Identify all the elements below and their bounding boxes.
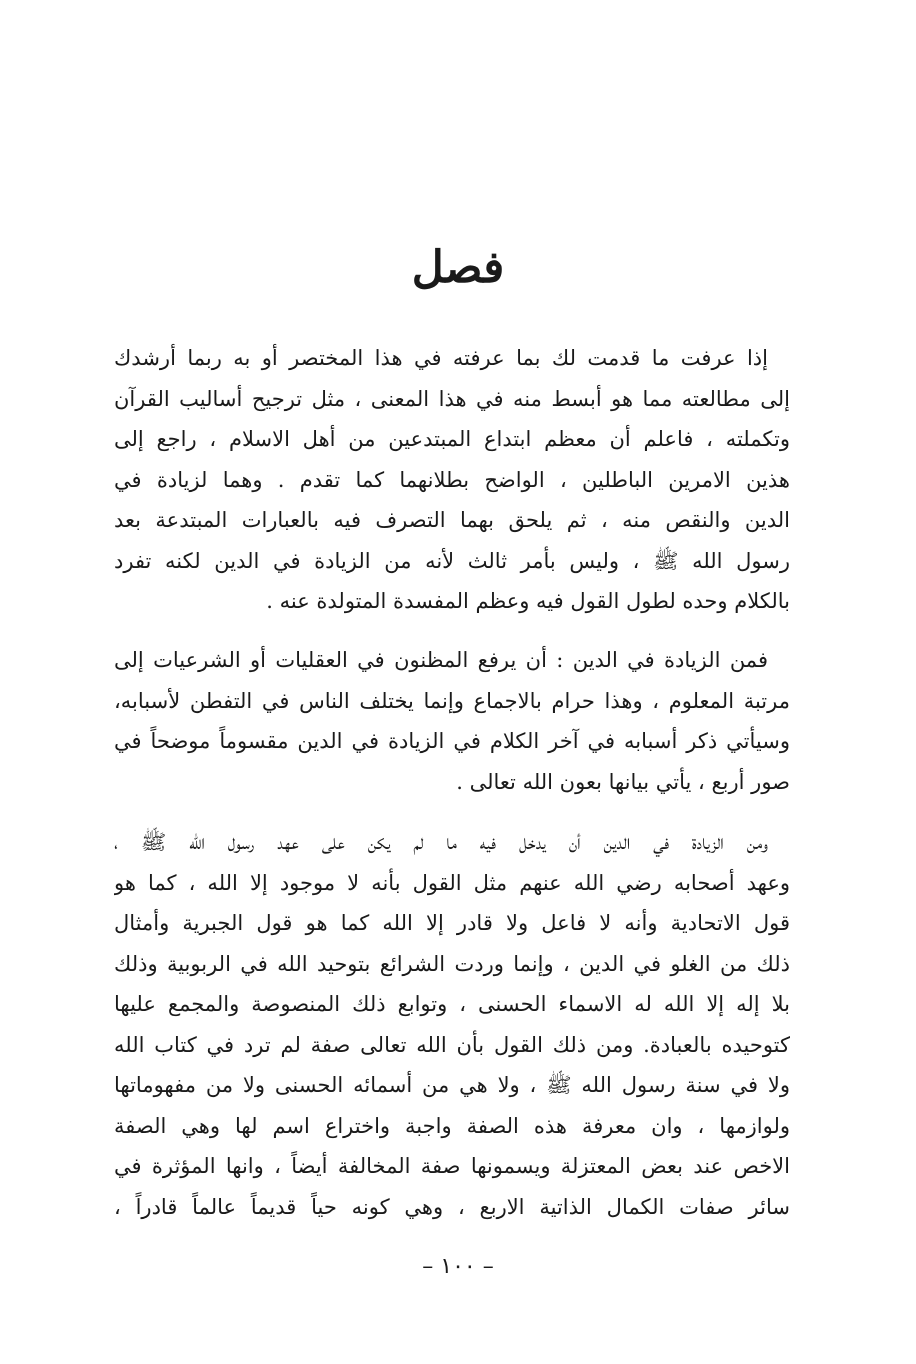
- paragraph-1: [114, 338, 790, 622]
- text-line: وسيأتي ذكر أسبابه في آخر الكلام في الزيادة في الدين مقسوماً موضحاً في: [114, 729, 790, 753]
- text-line: رسول الله ﷺ ، وليس بأمر ثالث لأنه من الزيادة في الدين لكنه تفرد: [114, 548, 790, 573]
- text-line: ذلك من الغلو في الدين ، وإنما وردت الشرائع بتوحيد الله في الربوبية وذلك: [114, 951, 790, 976]
- paragraph-3: [114, 822, 790, 1227]
- text-line: فمن الزيادة في الدين : أن يرفع المظنون في العقليات أو الشرعيات إلى: [114, 648, 768, 672]
- paragraph-2: [114, 640, 790, 802]
- text-line: هذين الامرين الباطلين ، الواضح بطلانهما كما تقدم . وهما لزيادة في: [114, 467, 790, 492]
- text-line: الاخص عند بعض المعتزلة ويسمونها صفة المخالفة أيضاً ، وانها المؤثرة في: [114, 1154, 790, 1178]
- section-heading: فصل: [411, 242, 505, 293]
- text-line: وتكملته ، فاعلم أن معظم ابتداع المبتدعين من أهل الاسلام ، راجع إلى: [114, 427, 790, 451]
- text-line: ولوازمها ، وان معرفة هذه الصفة واجبة واختراع اسم لها وهي الصفة: [114, 1113, 790, 1138]
- text-line: ومن الزيادة في الدين أن يدخل فيه ما لم يكن على عهد رسول الله ﷺ ،: [114, 830, 768, 854]
- text-line: ولا في سنة رسول الله ﷺ ، ولا هي من أسمائه الحسنى ولا من مفهوماتها: [114, 1073, 790, 1097]
- text-line: وعهد أصحابه رضي الله عنهم مثل القول بأنه لا موجود إلا الله ، كما هو: [114, 870, 790, 895]
- text-line: بالكلام وحده لطول القول فيه وعظم المفسدة المتولدة عنه .: [266, 589, 790, 613]
- text-line: مرتبة المعلوم ، وهذا حرام بالاجماع وإنما يختلف الناس في التفطن لأسبابه،: [114, 688, 790, 713]
- page-number: – ١٠٠ –: [422, 1254, 494, 1279]
- text-line: قول الاتحادية وأنه لا فاعل ولا قادر إلا الله كما هو قول الجبرية وأمثال: [114, 911, 790, 935]
- text-line: الدين والنقص منه ، ثم يلحق بهما التصرف فيه بالعبارات المبتدعة بعد: [114, 508, 790, 532]
- text-line: صور أربع ، يأتي بيانها بعون الله تعالى .: [456, 769, 790, 794]
- text-line: إذا عرفت ما قدمت لك بما عرفته في هذا المختصر أو به ربما أرشدك: [114, 346, 768, 370]
- text-line: سائر صفات الكمال الذاتية الاربع ، وهي كونه حياً قديماً عالماً قادراً ،: [114, 1194, 790, 1219]
- text-line: بلا إله إلا الله له الاسماء الحسنى ، وتوابع ذلك المنصوصة والمجمع عليها: [114, 992, 790, 1016]
- text-line: كتوحيده بالعبادة. ومن ذلك القول بأن الله تعالى صفة لم ترد في كتاب الله: [114, 1032, 790, 1057]
- text-line: إلى مطالعته مما هو أبسط منه في هذا المعنى ، مثل ترجيح أساليب القرآن: [114, 386, 790, 411]
